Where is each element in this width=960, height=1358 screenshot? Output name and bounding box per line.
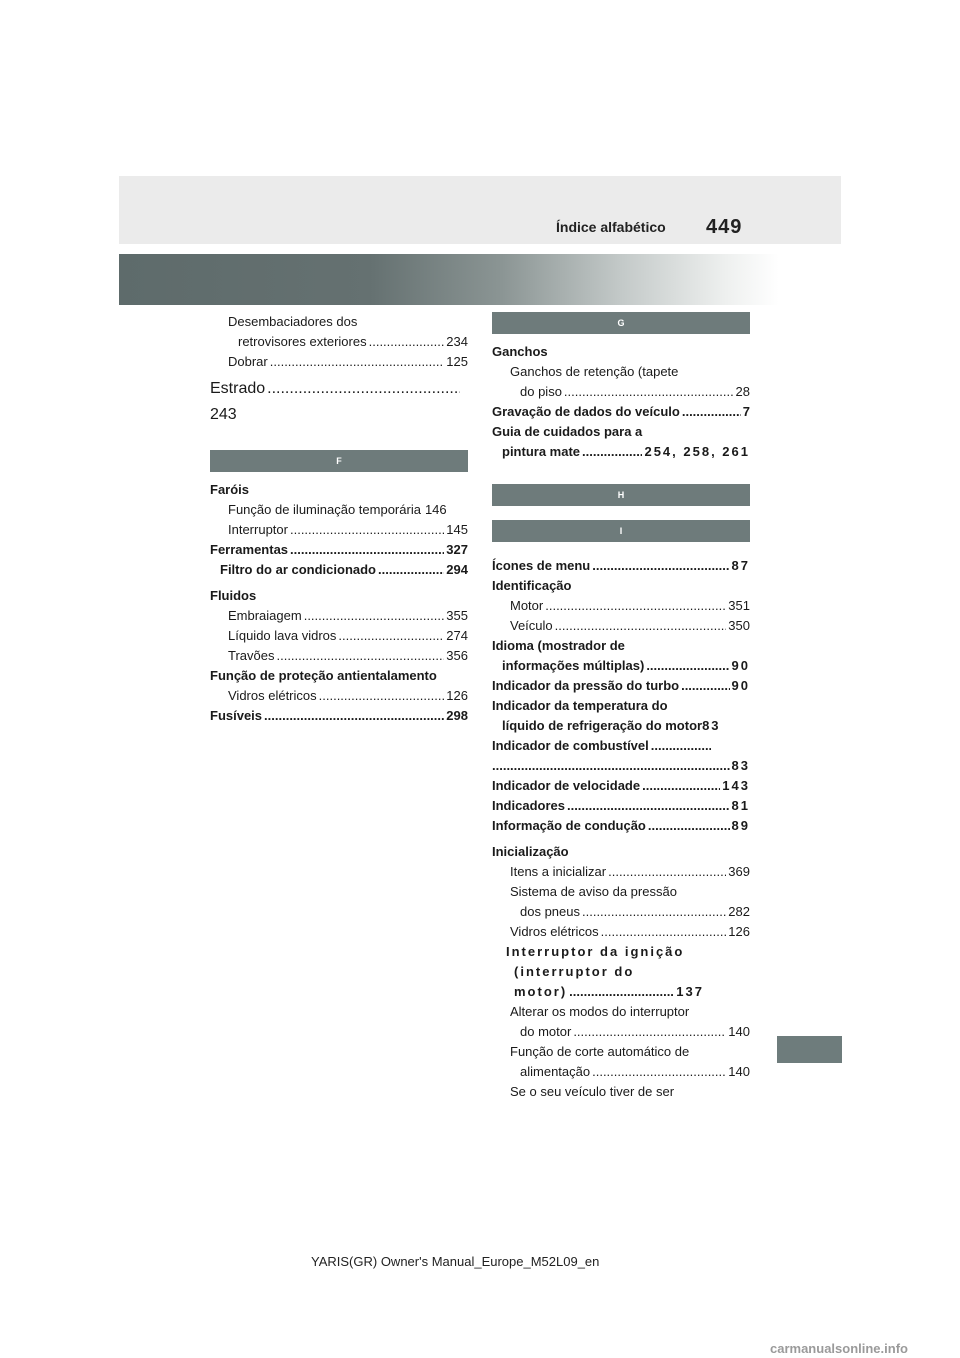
entry-label: Dobrar (228, 354, 268, 369)
dot-leader (569, 982, 674, 1002)
page-ref: 90 (731, 658, 750, 673)
page-ref: 356 (446, 648, 468, 663)
entry-label: Função de iluminação temporária (228, 502, 421, 517)
entry-label: Informação de condução (492, 818, 646, 833)
page-ref: 90 (731, 678, 750, 693)
index-entry (492, 362, 750, 402)
index-entry (492, 882, 750, 922)
page-ref: 143 (722, 778, 750, 793)
index-entry (492, 1002, 750, 1042)
index-entry (210, 352, 468, 372)
index-entry (492, 1042, 750, 1082)
dot-leader (545, 596, 726, 616)
page-ref: 327 (446, 542, 468, 557)
index-entry: Faróis (210, 482, 250, 497)
page-ref: 126 (728, 924, 750, 939)
index-entry (210, 686, 468, 706)
entry-label: Ferramentas (210, 542, 289, 557)
dot-leader (338, 626, 444, 646)
index-entry: Inicialização (492, 844, 569, 859)
index-entry (492, 862, 750, 882)
entry-label: Gravação de dados do veículo (492, 404, 680, 419)
page-ref: 89 (731, 818, 750, 833)
entry-label: Ícones de menu (492, 558, 591, 573)
index-entry (210, 606, 468, 626)
index-entry-estrado (210, 378, 468, 426)
index-entry (210, 520, 468, 540)
dot-leader (304, 606, 445, 626)
index-entry (492, 736, 750, 776)
dot-leader (267, 378, 460, 400)
page-ref: 254, 258, 261 (644, 444, 750, 459)
dot-leader (564, 382, 734, 402)
dot-leader (264, 706, 444, 726)
entry-label: Estrado (210, 380, 266, 397)
entry-label: Itens a inicializar (510, 864, 607, 879)
entry-label: informações múltiplas) (502, 658, 645, 673)
entry-label: Interruptor (228, 522, 288, 537)
index-entry (492, 676, 750, 696)
entry-label: alimentação (520, 1064, 591, 1079)
index-entry (210, 500, 468, 520)
page-ref: 140 (728, 1064, 750, 1079)
dot-leader (642, 776, 720, 796)
entry-label: líquido de refrigeração do motor (502, 718, 703, 733)
entry-label: motor) (514, 984, 568, 999)
entry-label: pintura mate (502, 444, 581, 459)
dot-leader (270, 352, 445, 372)
section-bar-i: I (492, 520, 750, 542)
index-entry (492, 696, 750, 736)
entry-label: Guia de cuidados para a (492, 424, 643, 439)
entry-label: Motor (510, 598, 544, 613)
index-entry (210, 312, 468, 352)
page-ref: 83 (731, 758, 750, 773)
header-gradient-band (119, 254, 779, 305)
index-entry (492, 616, 750, 636)
entry-label: Função de corte automático de (510, 1044, 690, 1059)
entry-label: Indicador de combustível (492, 738, 649, 753)
index-entry (210, 560, 468, 580)
index-entry (492, 636, 750, 676)
dot-leader (369, 332, 445, 352)
index-entry (210, 626, 468, 646)
index-column-left (210, 312, 468, 726)
entry-label: Vidros elétricos (228, 688, 317, 703)
page-ref: 81 (731, 798, 750, 813)
page-ref: 369 (728, 864, 750, 879)
watermark: carmanualsonline.info (770, 1341, 908, 1356)
dot-leader (681, 676, 729, 696)
page-ref: 126 (446, 688, 468, 703)
index-entry (492, 796, 750, 816)
page-ref: 137 (676, 984, 704, 999)
entry-label: Indicador de velocidade (492, 778, 641, 793)
dot-leader (582, 442, 642, 462)
entry-label: Alterar os modos do interruptor (510, 1004, 690, 1019)
page-ref: 282 (728, 904, 750, 919)
entry-label: dos pneus (520, 904, 580, 919)
index-entry (492, 556, 750, 576)
dot-leader (682, 402, 741, 422)
dot-leader (648, 816, 730, 836)
page-ref: 298 (446, 708, 468, 723)
entry-label: do piso (520, 384, 562, 399)
entry-label: Líquido lava vidros (228, 628, 337, 643)
dot-leader (276, 646, 444, 666)
entry-label: Filtro do ar condicionado (220, 562, 376, 577)
index-entry (492, 422, 750, 462)
entry-label: do motor (520, 1024, 572, 1039)
entry-label: Veículo (510, 618, 553, 633)
page-ref: 351 (728, 598, 750, 613)
entry-label: (interruptor do (514, 964, 635, 979)
entry-label: Travões (228, 648, 275, 663)
index-entry (210, 646, 468, 666)
dot-leader (646, 656, 729, 676)
index-entry (492, 816, 750, 836)
entry-label: Ganchos de retenção (tapete (510, 364, 679, 379)
footer-manual-id: YARIS(GR) Owner's Manual_Europe_M52L09_en (311, 1254, 600, 1269)
page-ref: 125 (446, 354, 468, 369)
page-ref: 274 (446, 628, 468, 643)
entry-label: Indicador da temperatura do (492, 698, 668, 713)
dot-leader (592, 556, 729, 576)
index-entry: Identificação (492, 578, 572, 593)
page-ref: 145 (446, 522, 468, 537)
entry-label: Vidros elétricos (510, 924, 599, 939)
entry-label: Desembaciadores dos (228, 314, 358, 329)
index-entry: Função de proteção antientalamento (210, 668, 437, 683)
dot-leader (555, 616, 727, 636)
page-ref: 350 (728, 618, 750, 633)
dot-leader (592, 1062, 726, 1082)
chapter-tab (777, 1036, 842, 1063)
page-ref: 146 (424, 502, 447, 517)
entry-label: Indicador da pressão do turbo (492, 678, 680, 693)
index-entry (492, 942, 750, 1002)
index-entry (492, 922, 750, 942)
page-ref: 243 (210, 406, 237, 423)
page-ref: 87 (731, 558, 750, 573)
dot-leader (492, 756, 730, 776)
index-entry (492, 596, 750, 616)
page-ref: 83 (702, 718, 721, 733)
index-entry (210, 540, 468, 560)
dot-leader (567, 796, 730, 816)
index-entry: Se o seu veículo tiver de ser (510, 1084, 675, 1099)
entry-label: retrovisores exteriores (238, 334, 367, 349)
index-column-right (492, 312, 750, 1102)
page-ref: 7 (742, 404, 750, 419)
section-bar-g: G (492, 312, 750, 334)
index-entry: Ganchos (492, 344, 548, 359)
dot-leader (319, 686, 445, 706)
section-bar-h: H (492, 484, 750, 506)
entry-label: Interruptor da ignição (506, 944, 685, 959)
dot-leader (601, 922, 727, 942)
index-entry (492, 402, 750, 422)
entry-label: Sistema de aviso da pressão (510, 884, 677, 899)
page-number: 449 (706, 216, 743, 238)
dot-leader (290, 540, 444, 560)
entry-label: Idioma (mostrador de (492, 638, 625, 653)
dot-leader (378, 560, 444, 580)
dot-leader (582, 902, 726, 922)
dot-leader (608, 862, 726, 882)
index-entry: Fluidos (210, 588, 257, 603)
dot-leader (290, 520, 444, 540)
entry-label: Fusíveis (210, 708, 263, 723)
page-ref: 355 (446, 608, 468, 623)
page-ref: 28 (735, 384, 750, 399)
section-title: Índice alfabético (556, 219, 666, 235)
page-ref: 234 (446, 334, 468, 349)
entry-label: Indicadores (492, 798, 565, 813)
dot-leader (651, 736, 711, 756)
page-ref: 294 (446, 562, 468, 577)
dot-leader (573, 1022, 726, 1042)
page-ref: 140 (728, 1024, 750, 1039)
section-bar-f: F (210, 450, 468, 472)
index-entry (210, 706, 468, 726)
index-entry (492, 776, 750, 796)
entry-label: Embraiagem (228, 608, 302, 623)
